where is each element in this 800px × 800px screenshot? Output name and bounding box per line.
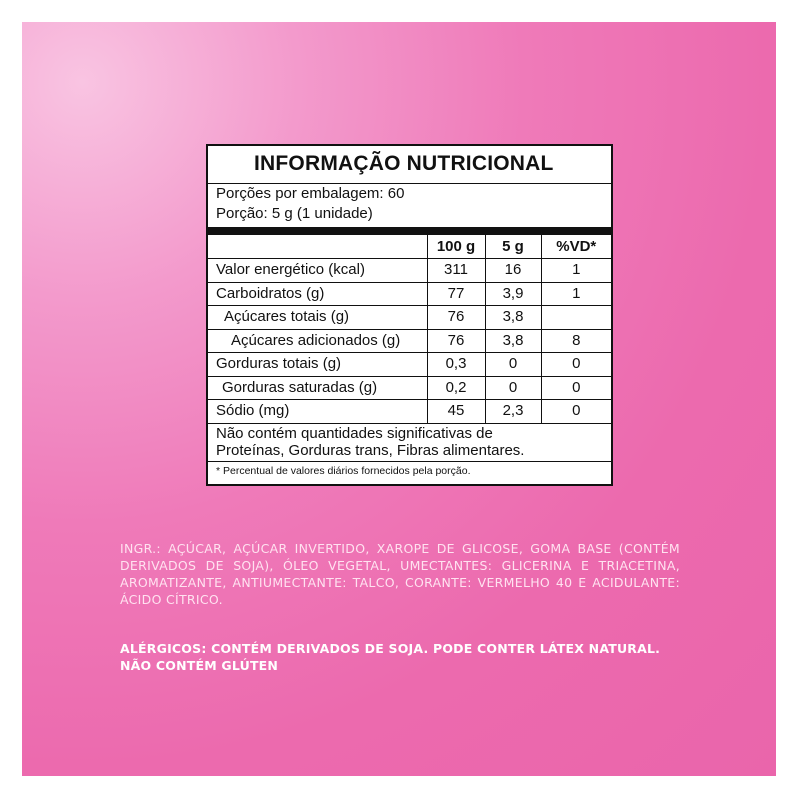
nutrient-name: Açúcares totais (g) — [208, 306, 427, 330]
value-vd: 1 — [541, 282, 611, 306]
value-vd: 1 — [541, 259, 611, 283]
table-row — [208, 282, 611, 306]
allergens-line-1: ALÉRGICOS: CONTÉM DERIVADOS DE SOJA. PODE CONTER LÁTEX NATURAL. — [120, 641, 661, 656]
note-line-2: Proteínas, Gorduras trans, Fibras alimentares. — [216, 441, 525, 459]
value-100g: 76 — [427, 306, 485, 330]
table-header-row — [208, 235, 611, 259]
table-row — [208, 259, 611, 283]
header-100g: 100 g — [427, 235, 485, 259]
nutrient-name: Gorduras saturadas (g) — [208, 376, 427, 400]
value-5g: 16 — [485, 259, 541, 283]
value-5g: 3,8 — [485, 329, 541, 353]
not-significant-note — [208, 424, 611, 462]
daily-value-footnote: * Percentual de valores diários fornecidos pela porção. — [216, 464, 471, 477]
ingredients-text: INGR.: AÇÚCAR, AÇÚCAR INVERTIDO, XAROPE DE GLICOSE, GOMA BASE (CONTÉM DERIVADOS DE SOJA), ÓLEO VEGETAL, UMECTANTES: GLICERINA E TRIACETINA, AROMATIZANTE, ANTIUMECTANTE: TALCO, CORANTE: VERMELHO 40 E ACIDULANTE: ÁCIDO CÍTRICO. — [120, 541, 680, 607]
value-vd: 0 — [541, 376, 611, 400]
value-vd: 8 — [541, 329, 611, 353]
table-row — [208, 329, 611, 353]
value-5g: 3,9 — [485, 282, 541, 306]
nutrition-facts-label — [206, 144, 613, 486]
value-100g: 0,2 — [427, 376, 485, 400]
table-row — [208, 400, 611, 424]
nutrient-name: Gorduras totais (g) — [208, 353, 427, 377]
value-5g: 0 — [485, 353, 541, 377]
value-vd: 0 — [541, 353, 611, 377]
nutrient-name: Açúcares adicionados (g) — [208, 329, 427, 353]
table-row — [208, 353, 611, 377]
allergens-text — [120, 640, 690, 674]
nutrition-table — [208, 235, 611, 424]
value-5g: 2,3 — [485, 400, 541, 424]
value-vd: 0 — [541, 400, 611, 424]
header-vd: %VD* — [541, 235, 611, 259]
serving-size: Porção: 5 g (1 unidade) — [216, 205, 373, 222]
value-100g: 311 — [427, 259, 485, 283]
nutrient-name: Valor energético (kcal) — [208, 259, 427, 283]
header-5g: 5 g — [485, 235, 541, 259]
servings-per-package: Porções por embalagem: 60 — [216, 185, 405, 202]
value-100g: 45 — [427, 400, 485, 424]
nutrient-name: Carboidratos (g) — [208, 282, 427, 306]
value-5g: 0 — [485, 376, 541, 400]
allergens-line-2: NÃO CONTÉM GLÚTEN — [120, 658, 279, 673]
value-100g: 0,3 — [427, 353, 485, 377]
header-nutrient — [208, 235, 427, 259]
thick-separator — [208, 227, 611, 235]
value-100g: 77 — [427, 282, 485, 306]
value-5g: 3,8 — [485, 306, 541, 330]
table-row — [208, 376, 611, 400]
table-row — [208, 306, 611, 330]
label-title: INFORMAÇÃO NUTRICIONAL — [208, 146, 611, 184]
value-vd — [541, 306, 611, 330]
note-line-1: Não contém quantidades significativas de — [216, 424, 493, 442]
nutrient-name: Sódio (mg) — [208, 400, 427, 424]
value-100g: 76 — [427, 329, 485, 353]
